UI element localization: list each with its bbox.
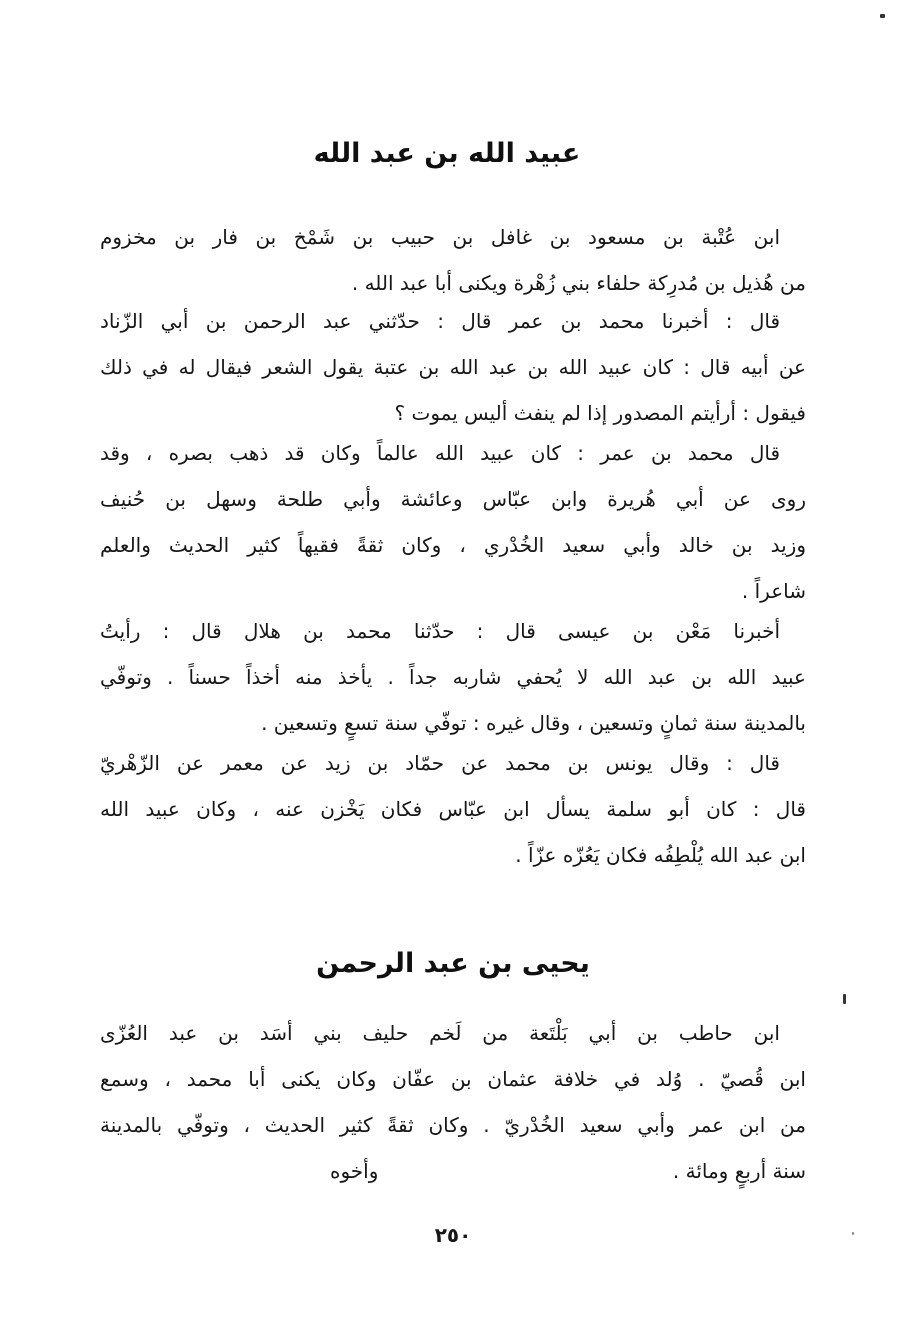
paragraph bbox=[100, 1010, 806, 1194]
text-line: ابن عُتْبة بن مسعود بن غافل بن حبيب بن شَمْخ بن فار بن مخزوم bbox=[100, 225, 780, 249]
scan-speck bbox=[852, 1232, 854, 1235]
section-title: عبيد الله بن عبد الله bbox=[313, 138, 581, 169]
text-line: وزيد بن خالد وأبي سعيد الخُدْري ، وكان ثقةً فقيهاً كثير الحديث والعلم bbox=[100, 533, 806, 557]
catchword: وأخوه bbox=[330, 1159, 379, 1183]
scan-speck bbox=[880, 14, 885, 18]
text-line: سنة أربعٍ ومائة . bbox=[672, 1159, 806, 1183]
paragraph bbox=[100, 608, 806, 746]
section-title: يحيى بن عبد الرحمن bbox=[316, 948, 590, 979]
page-number: ٢٥٠ bbox=[434, 1223, 472, 1247]
paragraph bbox=[100, 740, 806, 878]
text-line: قال : أخبرنا محمد بن عمر قال : حدّثني عبد الرحمن بن أبي الزّناد bbox=[100, 309, 780, 333]
text-line: أخبرنا مَعْن بن عيسى قال : حدّثنا محمد بن هلال قال : رأيتُ bbox=[100, 619, 780, 643]
text-line-with-catchword bbox=[100, 1148, 806, 1194]
text-line: فيقول : أرأيتم المصدور إذا لم ينفث أليس يموت ؟ bbox=[394, 401, 806, 425]
scan-speck bbox=[843, 994, 846, 1004]
text-line: شاعراً . bbox=[741, 579, 806, 603]
text-line: قال : وقال يونس بن محمد عن حمّاد بن زيد عن معمر عن الزّهْريّ bbox=[100, 751, 780, 775]
text-line: ابن قُصيّ . وُلد في خلافة عثمان بن عفّان وكان يكنى أبا محمد ، وسمع bbox=[100, 1067, 806, 1091]
text-line: ابن حاطب بن أبي بَلْتَعة من لَخم حليف بني أسَد بن عبد العُزّى bbox=[100, 1021, 780, 1045]
text-line: قال : كان أبو سلمة يسأل ابن عبّاس فكان يَخْزن عنه ، وكان عبيد الله bbox=[100, 797, 806, 821]
text-line: عبيد الله بن عبد الله لا يُحفي شاربه جداً . يأخذ منه أخذاً حسناً . وتوفّي bbox=[100, 665, 806, 689]
text-line: من ابن عمر وأبي سعيد الخُدْريّ . وكان ثقةً كثير الحديث ، وتوفّي بالمدينة bbox=[100, 1113, 806, 1137]
paragraph bbox=[100, 214, 806, 306]
paragraph bbox=[100, 430, 806, 614]
text-line: روى عن أبي هُريرة وابن عبّاس وعائشة وأبي طلحة وسهل بن حُنيف bbox=[100, 487, 806, 511]
text-line: ابن عبد الله يُلْطِفُه فكان يَعُزّه عزّاً . bbox=[515, 843, 806, 867]
paragraph bbox=[100, 298, 806, 436]
text-line: عن أبيه قال : كان عبيد الله بن عبد الله بن عتبة يقول الشعر فيقال له في ذلك bbox=[100, 355, 806, 379]
text-line: من هُذيل بن مُدرِكة حلفاء بني زُهْرة ويكنى أبا عبد الله . bbox=[351, 271, 806, 295]
text-line: قال محمد بن عمر : كان عبيد الله عالماً وكان قد ذهب بصره ، وقد bbox=[100, 441, 780, 465]
text-line: بالمدينة سنة ثمانٍ وتسعين ، وقال غيره : توفّي سنة تسعٍ وتسعين . bbox=[261, 711, 806, 735]
